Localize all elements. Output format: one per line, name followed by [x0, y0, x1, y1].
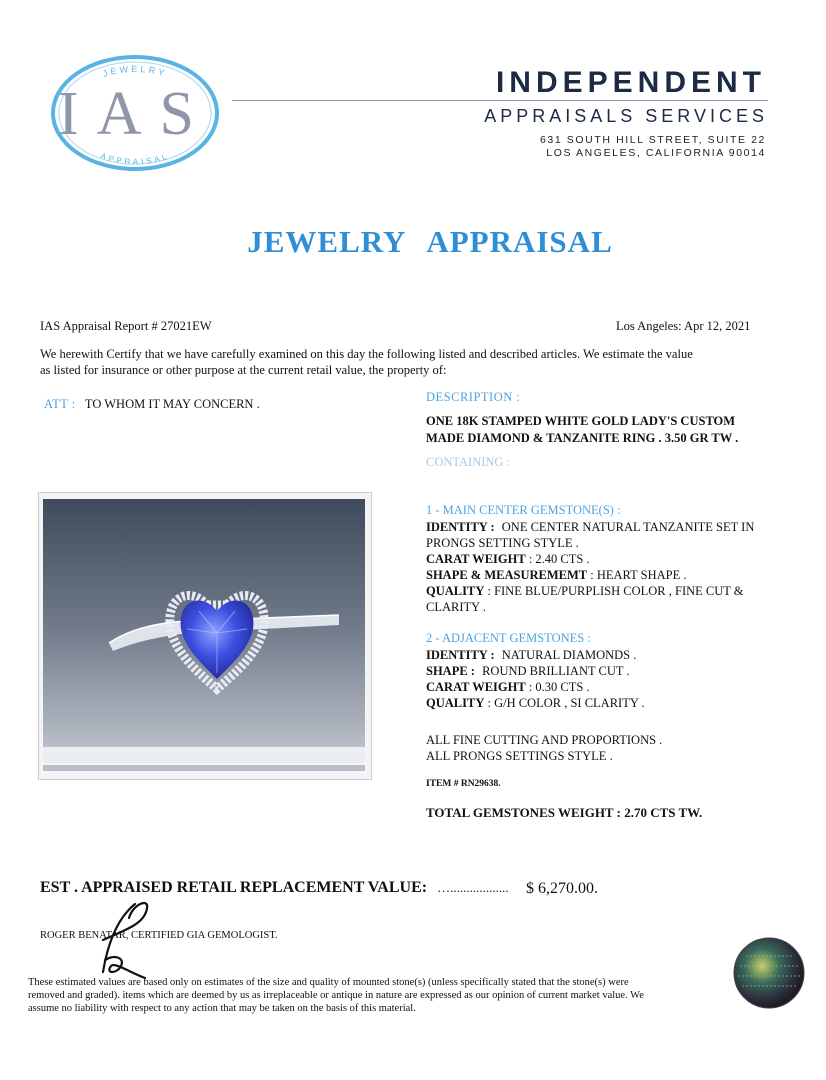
report-date: Los Angeles: Apr 12, 2021: [616, 319, 751, 333]
adjacent-quality-line: [426, 695, 645, 711]
main-identity-line: [426, 519, 754, 535]
header-divider: [232, 100, 768, 101]
address-line-1: 631 SOUTH HILL STREET, SUITE 22: [539, 134, 766, 146]
logo-letters: IAS: [58, 80, 212, 148]
disclaimer-line-1: These estimated values are based only on estimates of the size and quality of mounted stone(s) (unless specifically stated that the stone(s) were: [28, 977, 629, 988]
adjacent-carat-line: [426, 679, 590, 695]
address-line-2: LOS ANGELES, CALIFORNIA 90014: [546, 147, 766, 159]
description-line-1: ONE 18K STAMPED WHITE GOLD LADY'S CUSTOM: [426, 414, 736, 428]
logo-ring-bottom-text: APPRAISAL: [99, 151, 171, 167]
adjacent-identity-label: IDENTITY :: [426, 648, 495, 662]
logo-ring-top-text: JEWELRY: [101, 63, 169, 79]
main-quality-line: [426, 583, 744, 599]
report-number: IAS Appraisal Report # 27021EW: [40, 319, 212, 333]
disclaimer-line-3: assume no liability with respect to any action that may be taken on the basis of this material.: [28, 1003, 416, 1014]
main-quality-label: QUALITY: [426, 584, 485, 598]
certification-line-2: as listed for insurance or other purpose at the current retail value, the property of:: [40, 363, 447, 377]
description-label: DESCRIPTION :: [426, 390, 521, 404]
company-subtitle: APPRAISALS SERVICES: [484, 106, 768, 126]
main-shape-line: [426, 567, 687, 583]
adjacent-quality-label: QUALITY: [426, 696, 485, 710]
adjacent-shape-label: SHAPE :: [426, 664, 475, 678]
main-gemstone-title: 1 - MAIN CENTER GEMSTONE(S) :: [426, 503, 621, 517]
adjacent-quality-value: : G/H COLOR , SI CLARITY .: [487, 696, 645, 710]
ring-illustration: [39, 493, 371, 779]
containing-label: CONTAINING :: [426, 455, 511, 469]
main-carat-label: CARAT WEIGHT: [426, 552, 526, 566]
disclaimer-line-2: removed and graded). items which are deemed by us as irreplaceable or antique in nature are expressed as our opinion of current market value. We: [28, 990, 644, 1001]
main-identity-label: IDENTITY :: [426, 520, 495, 534]
appraiser-name: ROGER BENATAR, CERTIFIED GIA GEMOLOGIST.: [40, 930, 278, 941]
main-identity-value-2: PRONGS SETTING STYLE .: [426, 536, 579, 550]
notes-line-1: ALL FINE CUTTING AND PROPORTIONS .: [426, 733, 663, 747]
appraised-value-label-text: EST . APPRAISED RETAIL REPLACEMENT VALUE:: [40, 879, 428, 896]
att-line: [44, 397, 260, 412]
main-quality-value: : FINE BLUE/PURPLISH COLOR , FINE CUT &: [487, 584, 744, 598]
description-line-2: MADE DIAMOND & TANZANITE RING . 3.50 GR TW .: [426, 431, 739, 445]
adjacent-carat-label: CARAT WEIGHT: [426, 680, 526, 694]
appraised-value-dots: …..................: [437, 880, 509, 895]
adjacent-identity-value: NATURAL DIAMONDS .: [501, 648, 637, 662]
main-identity-value: ONE CENTER NATURAL TANZANITE SET IN: [501, 520, 755, 534]
appraised-value-amount: $ 6,270.00.: [526, 880, 598, 897]
adjacent-gemstones-title: 2 - ADJACENT GEMSTONES :: [426, 631, 591, 645]
document-title: JEWELRY APPRAISAL: [247, 224, 613, 259]
company-name: INDEPENDENT: [495, 66, 766, 99]
main-quality-value-2: CLARITY .: [426, 600, 486, 614]
main-carat-value: : 2.40 CTS .: [528, 552, 590, 566]
ias-logo: [40, 50, 230, 176]
adjacent-identity-line: [426, 647, 636, 663]
total-gemstones-weight: TOTAL GEMSTONES WEIGHT : 2.70 CTS TW.: [426, 805, 703, 820]
ring-photo: [38, 492, 372, 780]
appraised-value-label: [40, 879, 509, 897]
adjacent-shape-value: ROUND BRILLIANT CUT .: [482, 664, 630, 678]
adjacent-shape-line: [426, 663, 630, 679]
att-value: TO WHOM IT MAY CONCERN .: [84, 397, 260, 411]
main-shape-label: SHAPE & MEASUREMEMT: [426, 568, 588, 582]
main-carat-line: [426, 551, 590, 567]
item-number: ITEM # RN29638.: [426, 779, 501, 789]
certification-line-1: We herewith Certify that we have carefully examined on this day the following listed and described articles. We estimate the value: [40, 347, 693, 361]
att-label: ATT :: [44, 397, 76, 411]
notes-line-2: ALL PRONGS SETTINGS STYLE .: [426, 749, 613, 763]
main-shape-value: : HEART SHAPE .: [590, 568, 687, 582]
adjacent-carat-value: : 0.30 CTS .: [528, 680, 590, 694]
hologram-seal-icon: [732, 936, 806, 1010]
